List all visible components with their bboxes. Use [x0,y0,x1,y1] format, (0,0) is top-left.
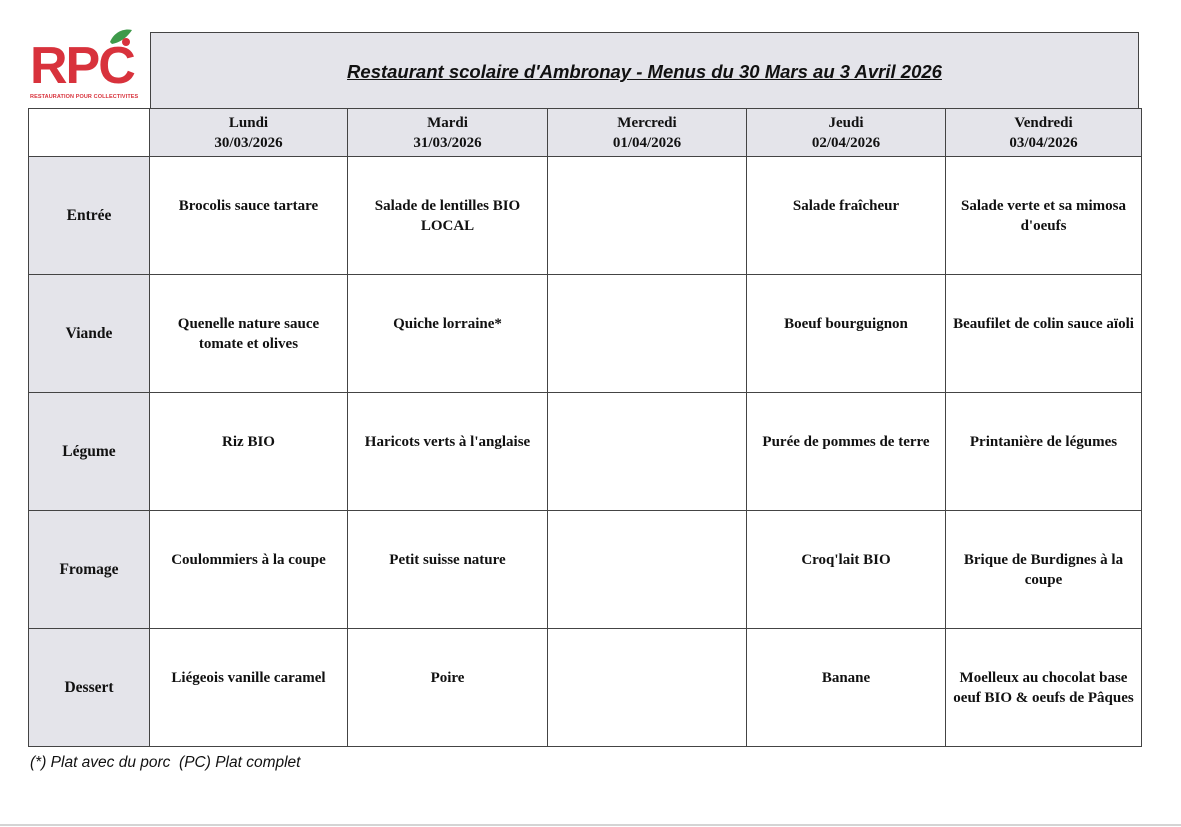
menu-cell: Brocolis sauce tartare [150,157,348,275]
menu-cell [548,393,747,511]
menu-cell: Petit suisse nature [348,511,548,629]
menu-cell: Beaufilet de colin sauce aïoli [946,275,1142,393]
menu-cell: Moelleux au chocolat base oeuf BIO & oeufs de Pâques [946,629,1142,747]
day-name: Mercredi [617,115,677,131]
day-date: 03/04/2026 [1009,135,1078,151]
menu-cell: Quiche lorraine* [348,275,548,393]
day-header-lundi [150,109,348,157]
day-name: Lundi [228,115,269,131]
menu-cell [548,629,747,747]
course-row-dessert [29,629,1142,747]
title-band [150,32,1139,110]
menu-cell: Banane [747,629,946,747]
menu-cell: Salade fraîcheur [747,157,946,275]
day-name: Jeudi [828,115,864,131]
menu-cell: Salade de lentilles BIO LOCAL [348,157,548,275]
course-label: Entrée [29,157,150,275]
menu-cell [548,275,747,393]
menu-cell: Poire [348,629,548,747]
logo-tagline: RESTAURATION POUR COLLECTIVITES [30,94,139,100]
page-title: Restaurant scolaire d'Ambronay - Menus du 30 Mars au 3 Avril 2026 [347,61,942,82]
day-date: 01/04/2026 [612,135,682,151]
course-row-entree [29,157,1142,275]
day-header-jeudi [747,109,946,157]
menu-cell: Brique de Burdignes à la coupe [946,511,1142,629]
menu-cell: Haricots verts à l'anglaise [348,393,548,511]
day-header-vendredi [946,109,1142,157]
day-date: 30/03/2026 [214,135,283,151]
menu-cell: Printanière de légumes [946,393,1142,511]
menu-cell [548,157,747,275]
menu-cell: Boeuf bourguignon [747,275,946,393]
menu-table [28,108,1142,747]
course-row-legume [29,393,1142,511]
page-edge-divider [0,824,1181,826]
menu-cell [548,511,747,629]
course-row-viande [29,275,1142,393]
menu-cell: Salade verte et sa mimosa d'oeufs [946,157,1142,275]
menu-cell: Riz BIO [150,393,348,511]
day-name: Mardi [427,115,468,131]
logo-letters: RPC [30,37,134,95]
footnote: (*) Plat avec du porc (PC) Plat complet [30,754,301,771]
menu-cell: Croq'lait BIO [747,511,946,629]
menu-cell: Purée de pommes de terre [747,393,946,511]
menu-cell: Liégeois vanille caramel [150,629,348,747]
day-name: Vendredi [1014,115,1073,131]
day-date: 02/04/2026 [811,135,881,151]
corner-cell [29,109,150,157]
day-header-row [29,109,1142,157]
course-label: Légume [29,393,150,511]
menu-cell: Coulommiers à la coupe [150,511,348,629]
course-label: Fromage [29,511,150,629]
course-label: Viande [29,275,150,393]
day-header-mercredi [548,109,747,157]
day-header-mardi [348,109,548,157]
day-date: 31/03/2026 [413,135,482,151]
rpc-logo [28,26,152,104]
course-row-fromage [29,511,1142,629]
course-label: Dessert [29,629,150,747]
menu-cell: Quenelle nature sauce tomate et olives [150,275,348,393]
